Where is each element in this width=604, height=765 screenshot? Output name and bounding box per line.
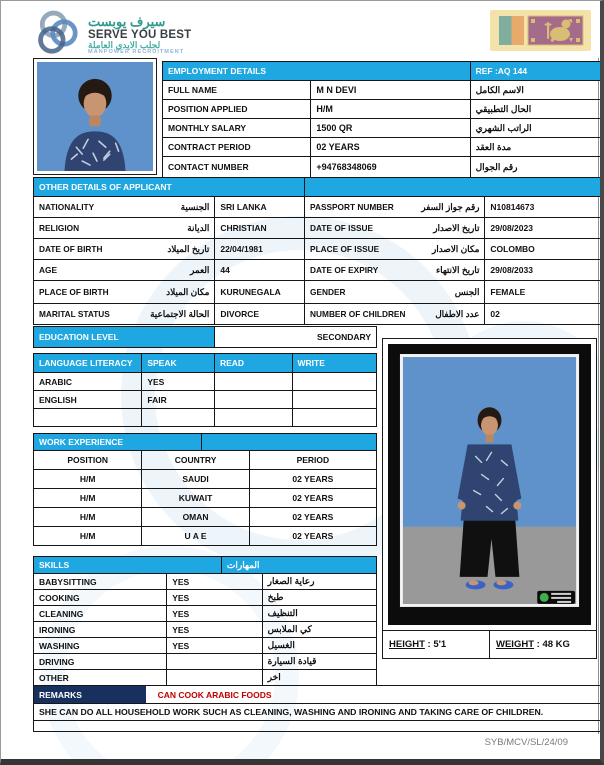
table-row [34,217,601,238]
field-value: 1500 QR [310,119,469,137]
applicant-headshot-photo [33,58,157,175]
field-label-arabic: مكان الاصدار [432,243,480,254]
field-label-arabic: الراتب الشهري [470,119,601,137]
height-label: HEIGHT [389,639,425,650]
field-label-arabic: عدد الاطفال [435,308,480,319]
logo-english-tagline: MANPOWER RECRUITMENT [88,49,185,56]
field-label-arabic: تاريخ الميلاد [167,243,210,254]
language-name: ENGLISH [39,394,77,405]
education-level-row [33,326,377,348]
logo-arabic-tagline: لجلب الايدي العاملة [88,39,161,50]
field-value: 29/08/2033 [484,260,601,280]
skill-label: OTHER [39,672,69,683]
field-label-arabic: الحال التطبيقي [470,100,601,118]
field-label-arabic: الاسم الكامل [470,81,601,99]
remarks-blank-row [34,721,601,731]
position-value: H/M [79,493,96,503]
table-row [34,653,376,669]
table-row [34,238,601,259]
skill-label: BABYSITTING [39,576,97,587]
position-value: H/M [79,531,96,541]
skills-table [33,556,377,686]
field-value: CHRISTIAN [214,218,304,238]
studio-watermark-badge [537,591,575,604]
remarks-highlight: CAN COOK ARABIC FOODS [157,689,272,700]
band-filler [201,434,376,450]
skill-label-arabic: الغسيل [262,638,376,653]
language-literacy-table [33,353,377,427]
column-header: LANGUAGE LITERACY [34,354,141,372]
table-row [34,589,376,605]
field-label: PLACE OF ISSUE [310,244,380,254]
table-row [163,156,601,177]
applicant-fullbody-photo-box [382,338,597,659]
remarks-label: REMARKS [34,686,146,703]
column-header: PERIOD [249,451,376,469]
skill-value: YES [166,574,261,589]
position-value: H/M [79,512,96,522]
table-row [163,80,601,99]
field-label: NATIONALITY [39,202,95,212]
work-experience-title: WORK EXPERIENCE [34,434,201,450]
table-row [34,605,376,621]
skill-label-arabic: اخر [262,670,376,685]
table-row [34,303,601,324]
field-label: DATE OF EXPIRY [310,265,379,275]
field-label: CONTRACT PERIOD [168,142,251,152]
field-label-arabic: تاريخ الاصدار [433,222,480,233]
field-value: 02 YEARS [310,138,469,156]
field-label-arabic: الجنسية [180,201,210,212]
field-label: AGE [39,265,57,275]
field-label: FULL NAME [168,85,217,95]
position-value: H/M [79,474,96,484]
table-row [34,573,376,589]
field-label: MARITAL STATUS [39,309,110,319]
field-label-arabic: العمر [190,264,210,275]
field-value: FEMALE [484,281,601,303]
logo-english-name: SERVE YOU BEST [88,28,192,41]
employment-title: EMPLOYMENT DETAILS [163,62,470,80]
employment-details-table [162,61,602,178]
read-value [214,409,292,426]
skill-label-arabic: كي الملابس [262,622,376,637]
education-value: SECONDARY [214,327,376,347]
field-value: SRI LANKA [214,197,304,217]
sri-lanka-flag-icon [490,10,591,56]
table-row [163,99,601,118]
skill-value: YES [166,622,261,637]
skill-label-arabic: التنظيف [262,606,376,621]
skill-label: WASHING [39,640,80,651]
table-row [34,372,376,390]
field-value: H/M [310,100,469,118]
table-row [34,469,376,488]
remarks-table [33,685,602,732]
remarks-line: SHE CAN DO ALL HOUSEHOLD WORK SUCH AS CLEANING, WASHING AND IRONING AND TAKING CARE OF CHILDREN. [39,707,544,717]
column-header: POSITION [67,455,108,465]
skills-title: SKILLS [34,557,221,573]
read-value [214,391,292,408]
period-value: 02 YEARS [249,508,376,526]
agency-logo [31,7,191,64]
applicant-fullbody-photo [388,344,591,625]
column-header: READ [214,354,292,372]
table-row [34,196,601,217]
table-row [34,669,376,685]
country-value: KUWAIT [141,489,248,507]
field-value: +94768348069 [310,157,469,177]
skills-title-arabic: المهارات [221,557,376,573]
field-label-arabic: الجنس [454,286,480,297]
other-details-table [33,177,602,325]
field-value: KURUNEGALA [214,281,304,303]
field-label: PASSPORT NUMBER [310,202,394,212]
field-label: GENDER [310,287,346,297]
table-row [34,280,601,303]
education-label: EDUCATION LEVEL [34,327,214,347]
skill-value: YES [166,606,261,621]
speak-value: FAIR [141,391,214,408]
skill-value: YES [166,590,261,605]
field-value: COLOMBO [484,239,601,259]
write-value [292,391,377,408]
field-label: MONTHLY SALARY [168,123,247,133]
field-label-arabic: رقم جواز السفر [421,201,480,212]
height-value: 5'1 [433,639,447,650]
field-label-arabic: رقم الجوال [470,157,601,177]
field-value: DIVORCE [214,304,304,324]
field-value: 29/08/2023 [484,218,601,238]
table-row [34,507,376,526]
period-value: 02 YEARS [249,489,376,507]
field-label-arabic: الديانة [187,222,210,233]
skill-label: IRONING [39,624,76,635]
skill-label: COOKING [39,592,80,603]
table-row [34,488,376,507]
column-header: WRITE [292,354,377,372]
country-value: U A E [141,527,248,545]
field-label: POSITION APPLIED [168,104,248,114]
write-value [292,373,377,390]
table-row [34,526,376,545]
read-value [214,373,292,390]
field-label: RELIGION [39,223,80,233]
weight-value: 48 KG [542,639,570,650]
employment-ref: REF :AQ 144 [470,62,601,80]
height-weight-row [383,630,596,658]
language-name [34,409,141,426]
field-value: 44 [214,260,304,280]
field-label-arabic: مدة العقد [470,138,601,156]
work-experience-table [33,433,377,546]
table-row [34,637,376,653]
field-value: N10814673 [484,197,601,217]
period-value: 02 YEARS [249,470,376,488]
language-name: ARABIC [39,376,73,387]
table-row [34,390,376,408]
period-value: 02 YEARS [249,527,376,545]
skill-label: DRIVING [39,656,75,667]
field-value: 22/04/1981 [214,239,304,259]
table-row [34,259,601,280]
country-value: SAUDI [141,470,248,488]
field-label-arabic: تاريخ الانتهاء [436,264,480,275]
field-value: 02 [484,304,601,324]
skill-label-arabic: رعاية الصغار [262,574,376,589]
table-row [34,621,376,637]
skill-value: YES [166,638,261,653]
skill-label: CLEANING [39,608,84,619]
height-field: HEIGHT : 5'1 [389,639,447,650]
column-header: COUNTRY [141,451,248,469]
weight-label: WEIGHT [496,639,534,650]
country-value: OMAN [141,508,248,526]
skill-value [166,670,261,685]
field-label: NUMBER OF CHILDREN [310,309,406,319]
skill-label-arabic: طبخ [262,590,376,605]
field-label-arabic: مكان الميلاد [166,286,210,297]
write-value [292,409,377,426]
table-row [34,408,376,426]
column-header: SPEAK [141,354,214,372]
document-reference-code: SYB/MCV/SL/24/09 [484,737,568,748]
knot-logo-icon [31,7,83,64]
skill-label-arabic: قيادة السيارة [262,654,376,669]
skill-value [166,654,261,669]
other-details-title: OTHER DETAILS OF APPLICANT [34,178,304,196]
table-row [163,137,601,156]
field-label: DATE OF ISSUE [310,223,374,233]
weight-field: WEIGHT : 48 KG [489,631,596,658]
field-label: PLACE OF BIRTH [39,287,109,297]
speak-value [141,409,214,426]
field-label: CONTACT NUMBER [168,162,249,172]
table-row [163,118,601,137]
speak-value: YES [141,373,214,390]
field-value: M N DEVI [310,81,469,99]
logo-arabic-name: سيرف يوبست [88,14,166,29]
band-filler [304,178,601,196]
field-label-arabic: الحالة الاجتماعية [150,308,210,319]
field-label: DATE OF BIRTH [39,244,103,254]
